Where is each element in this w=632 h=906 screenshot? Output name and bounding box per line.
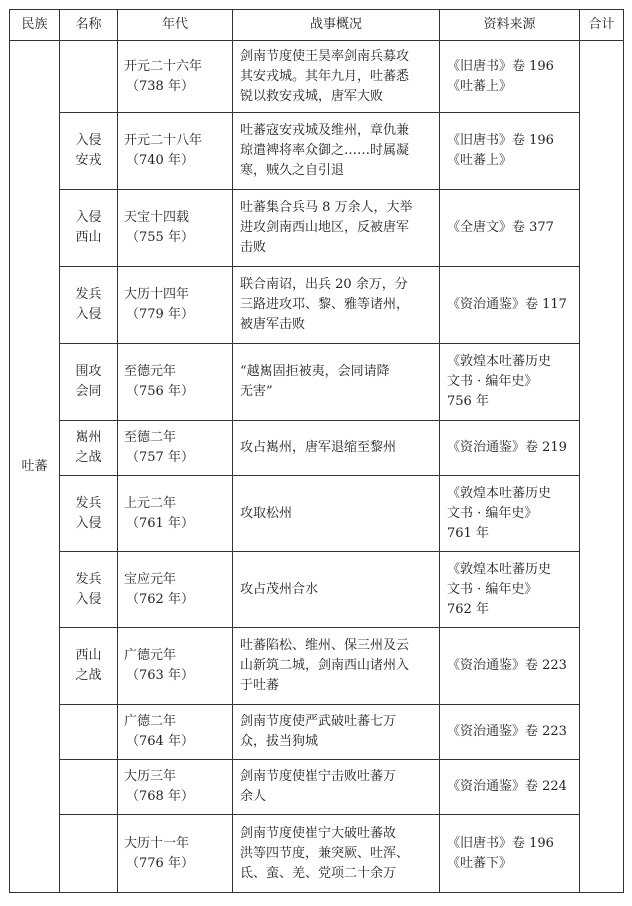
era-cell: 上元二年 （761 年） <box>118 476 233 552</box>
table-row <box>10 476 624 552</box>
col-header-ethnicity: 民族 <box>10 10 60 41</box>
source-cell: 《资治通鉴》卷 219 <box>440 421 580 476</box>
summary-cell: 攻取松州 <box>233 476 440 552</box>
name-cell <box>60 705 118 760</box>
era-cell: 宝应元年 （762 年） <box>118 552 233 628</box>
name-cell: 入侵 安戎 <box>60 113 118 190</box>
source-cell: 《旧唐书》卷 196 《吐蕃上》 <box>440 41 580 113</box>
summary-cell: “越嶲固拒被夷，会同请降 无害” <box>233 344 440 421</box>
col-header-summary: 战事概况 <box>233 10 440 41</box>
source-cell: 《资治通鉴》卷 223 <box>440 628 580 705</box>
col-header-name: 名称 <box>60 10 118 41</box>
summary-cell: 剑南节度使王昊率剑南兵募攻 其安戎城。其年九月，吐蕃悉 锐以救安戎城，唐军大败 <box>233 41 440 113</box>
col-header-total: 合计 <box>580 10 624 41</box>
table-row <box>10 267 624 344</box>
table-row <box>10 113 624 190</box>
name-cell: 发兵 入侵 <box>60 552 118 628</box>
col-header-source: 资料来源 <box>440 10 580 41</box>
table-row <box>10 628 624 705</box>
ethnicity-cell: 吐蕃 <box>10 41 60 893</box>
name-cell: 发兵 入侵 <box>60 267 118 344</box>
era-cell: 至德元年 （756 年） <box>118 344 233 421</box>
summary-cell: 攻占嶲州，唐军退缩至黎州 <box>233 421 440 476</box>
source-cell: 《敦煌本吐蕃历史 文书 · 编年史》 761 年 <box>440 476 580 552</box>
era-cell: 大历十一年 （776 年） <box>118 815 233 893</box>
name-cell <box>60 760 118 815</box>
summary-cell: 攻占茂州合水 <box>233 552 440 628</box>
table-row <box>10 552 624 628</box>
war-records-table <box>9 9 624 893</box>
era-cell: 广德元年 （763 年） <box>118 628 233 705</box>
name-cell: 围攻 会同 <box>60 344 118 421</box>
table-row <box>10 760 624 815</box>
name-cell <box>60 41 118 113</box>
summary-cell: 剑南节度使严武破吐蕃七万 众，拔当狗城 <box>233 705 440 760</box>
source-cell: 《敦煌本吐蕃历史 文书 · 编年史》 762 年 <box>440 552 580 628</box>
table-row <box>10 815 624 893</box>
header-row <box>10 10 624 41</box>
source-cell: 《资治通鉴》卷 117 <box>440 267 580 344</box>
era-cell: 开元二十八年 （740 年） <box>118 113 233 190</box>
name-cell <box>60 815 118 893</box>
name-cell: 入侵 西山 <box>60 190 118 267</box>
table-row <box>10 705 624 760</box>
summary-cell: 吐蕃寇安戎城及维州，章仇兼 琼遣裨将率众御之……时属凝 寒，贼久之自引退 <box>233 113 440 190</box>
era-cell: 天宝十四载 （755 年） <box>118 190 233 267</box>
era-cell: 开元二十六年 （738 年） <box>118 41 233 113</box>
summary-cell: 剑南节度使崔宁大破吐蕃故 洪等四节度，兼突厥、吐浑、 氐、蛮、羌、党项二十余万 <box>233 815 440 893</box>
source-cell: 《资治通鉴》卷 224 <box>440 760 580 815</box>
table-row <box>10 421 624 476</box>
era-cell: 大历十四年 （779 年） <box>118 267 233 344</box>
summary-cell: 吐蕃陷松、维州、保三州及云 山新筑二城，剑南西山诸州入 于吐蕃 <box>233 628 440 705</box>
era-cell: 至德二年 （757 年） <box>118 421 233 476</box>
source-cell: 《全唐文》卷 377 <box>440 190 580 267</box>
summary-cell: 联合南诏，出兵 20 余万，分 三路进攻邛、黎、雅等诸州， 被唐军击败 <box>233 267 440 344</box>
name-cell: 发兵 入侵 <box>60 476 118 552</box>
source-cell: 《资治通鉴》卷 223 <box>440 705 580 760</box>
table-row <box>10 344 624 421</box>
col-header-era: 年代 <box>118 10 233 41</box>
era-cell: 广德二年 （764 年） <box>118 705 233 760</box>
source-cell: 《旧唐书》卷 196 《吐蕃上》 <box>440 113 580 190</box>
name-cell: 西山 之战 <box>60 628 118 705</box>
table-row <box>10 41 624 113</box>
name-cell: 嶲州 之战 <box>60 421 118 476</box>
source-cell: 《敦煌本吐蕃历史 文书 · 编年史》 756 年 <box>440 344 580 421</box>
total-cell <box>580 41 624 893</box>
table-row <box>10 190 624 267</box>
summary-cell: 剑南节度使崔宁击败吐蕃万 余人 <box>233 760 440 815</box>
era-cell: 大历三年 （768 年） <box>118 760 233 815</box>
source-cell: 《旧唐书》卷 196 《吐蕃下》 <box>440 815 580 893</box>
summary-cell: 吐蕃集合兵马 8 万余人，大举 进攻剑南西山地区，反被唐军 击败 <box>233 190 440 267</box>
